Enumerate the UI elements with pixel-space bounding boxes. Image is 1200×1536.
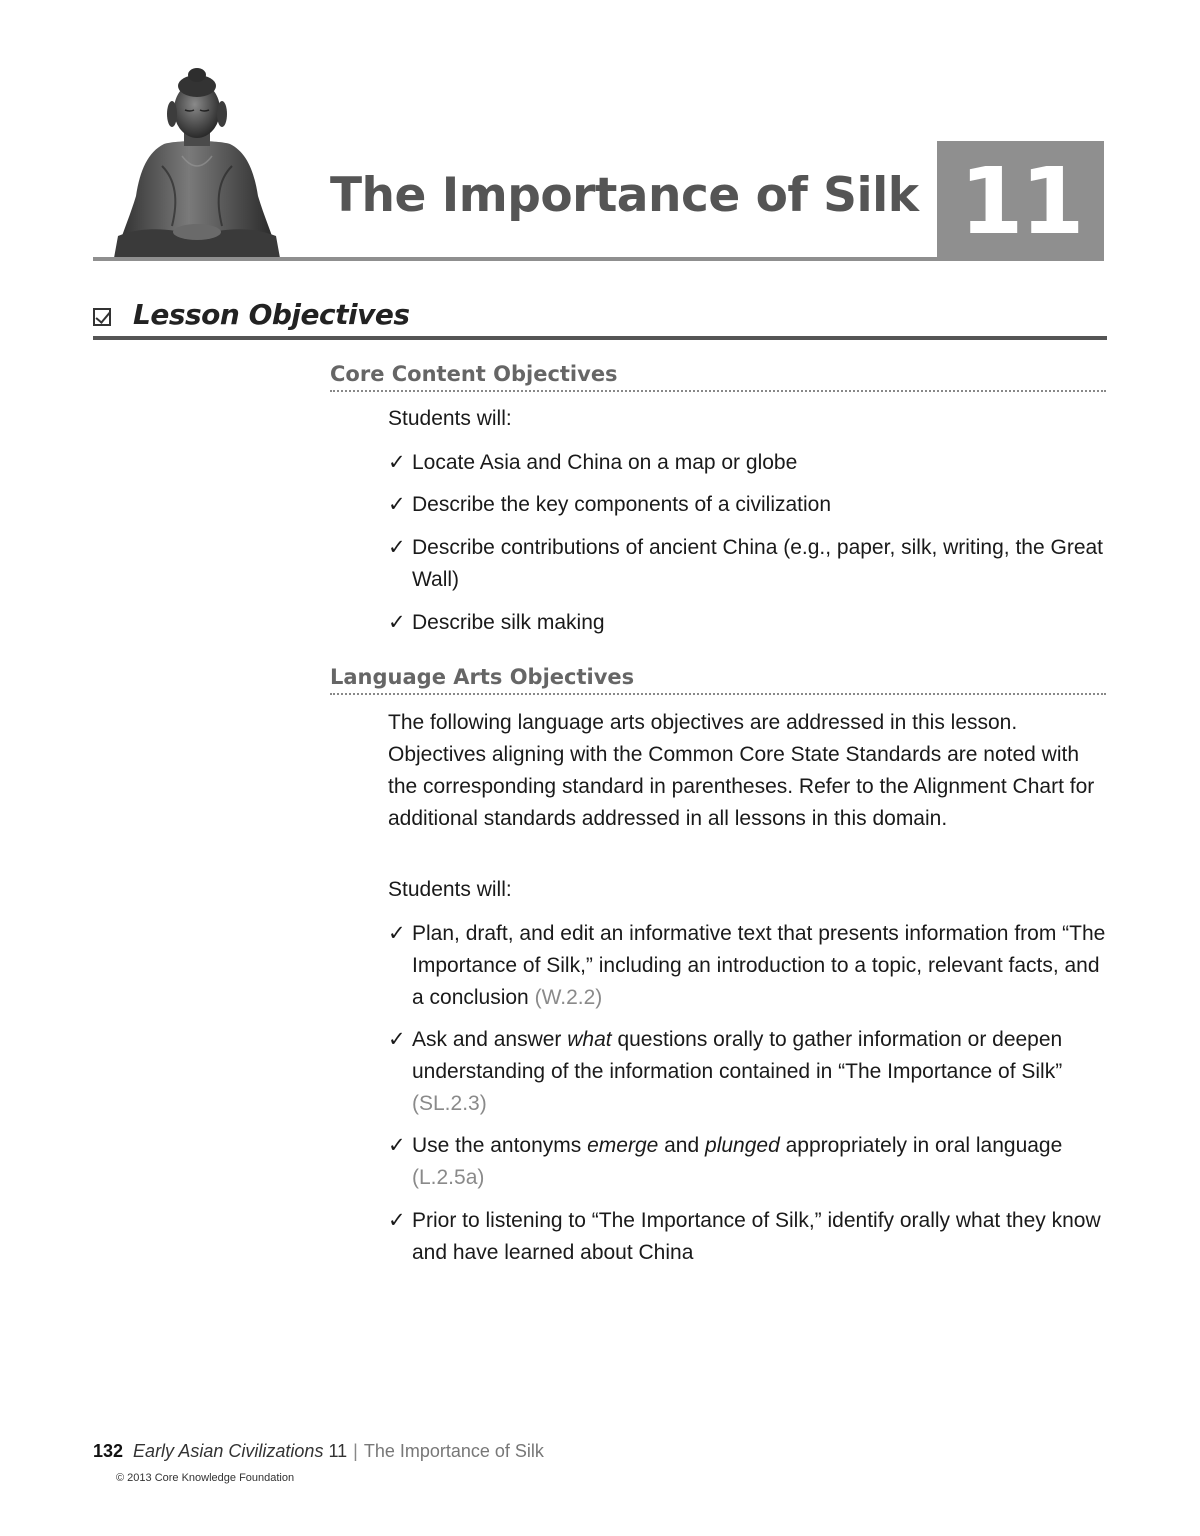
chapter-title: The Importance of Silk xyxy=(330,168,919,223)
standard-code: (L.2.5a) xyxy=(412,1166,485,1189)
checkmark-icon: ✓ xyxy=(388,1028,406,1051)
core-objective-item xyxy=(388,532,1108,596)
language-objective-text: Prior to listening to “The Importance of Silk,” identify orally what they know and have learned about China xyxy=(412,1209,1101,1264)
emphasized-word: plunged xyxy=(705,1134,780,1157)
language-objective-item xyxy=(388,918,1108,1014)
core-objective-item xyxy=(388,447,1108,479)
emphasized-word: emerge xyxy=(587,1134,659,1157)
core-objective-text: Describe silk making xyxy=(412,611,605,634)
standard-code: (SL.2.3) xyxy=(412,1092,487,1115)
footer-separator: | xyxy=(353,1441,358,1461)
core-objective-text: Describe contributions of ancient China (e.g., paper, silk, writing, the Great Wall) xyxy=(412,536,1104,591)
language-objective-text: Ask and answer xyxy=(412,1028,568,1051)
core-content-heading: Core Content Objectives xyxy=(330,362,1106,392)
emphasized-word: what xyxy=(567,1028,612,1051)
chapter-number-box xyxy=(937,141,1104,261)
buddha-statue-image xyxy=(112,66,282,258)
language-arts-intro-paragraph: The following language arts objectives are addressed in this lesson. Objectives aligning with the Common Core State Standards are noted with the corresponding standard in parentheses. Refer to the Alignment Chart for additional standards addressed in all lessons in this domain. xyxy=(388,711,1095,830)
standard-code: (W.2.2) xyxy=(534,986,603,1009)
core-students-will: Students will: xyxy=(388,407,512,430)
core-objective-text: Locate Asia and China on a map or globe xyxy=(412,451,798,474)
chapter-number: 11 xyxy=(959,147,1082,255)
copyright-notice: © 2013 Core Knowledge Foundation xyxy=(116,1472,295,1484)
language-objective-text: questions orally to gather information or deepen understanding of the information contained in “The Importance of Silk” xyxy=(412,1028,1063,1083)
language-objective-text: Plan, draft, and edit an informative text that presents information from “The Importance of Silk,” including an introduction to a topic, relevant facts, and a conclusion xyxy=(412,922,1106,1009)
language-students-will: Students will: xyxy=(388,878,512,901)
book-title: Early Asian Civilizations xyxy=(133,1441,324,1461)
language-objective-item xyxy=(388,1130,1108,1194)
lesson-objectives-label: Lesson Objectives xyxy=(133,298,410,331)
checkmark-icon: ✓ xyxy=(388,611,406,634)
core-objective-item xyxy=(388,607,1108,639)
language-objective-text: Use the antonyms xyxy=(412,1134,588,1157)
core-objective-item xyxy=(388,489,1108,521)
checkmark-icon: ✓ xyxy=(388,1209,406,1232)
checkmark-icon: ✓ xyxy=(388,451,406,474)
objectives-divider xyxy=(93,336,1107,340)
page-footer xyxy=(93,1441,544,1462)
language-objective-text: and xyxy=(658,1134,706,1157)
book-number: 11 xyxy=(328,1441,348,1461)
checkmark-icon: ✓ xyxy=(388,536,406,559)
checked-box-icon xyxy=(93,308,111,326)
checkmark-icon: ✓ xyxy=(388,922,406,945)
checkmark-icon: ✓ xyxy=(388,493,406,516)
lesson-objectives-heading xyxy=(93,298,410,331)
language-objective-item xyxy=(388,1024,1108,1120)
language-arts-heading: Language Arts Objectives xyxy=(330,665,1106,695)
checkmark-icon: ✓ xyxy=(388,1134,406,1157)
header-divider xyxy=(93,257,1104,261)
core-objective-text: Describe the key components of a civilization xyxy=(412,493,832,516)
page-number: 132 xyxy=(93,1441,124,1461)
footer-chapter-title: The Importance of Silk xyxy=(363,1441,544,1461)
language-objective-text: appropriately in oral language xyxy=(779,1134,1063,1157)
language-objective-item xyxy=(388,1205,1108,1269)
